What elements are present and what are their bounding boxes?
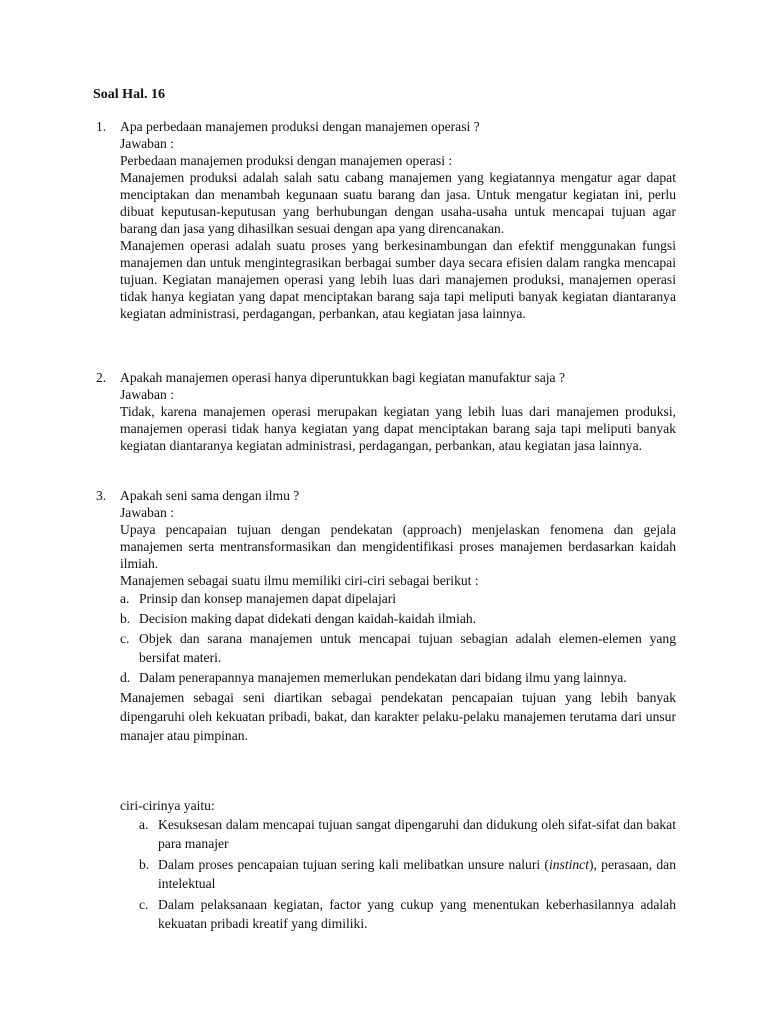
question-text: Apa perbedaan manajemen produksi dengan manajemen operasi ? <box>120 119 480 134</box>
question-3 <box>96 487 676 745</box>
list-marker: b. <box>139 856 150 872</box>
list-item <box>139 855 676 893</box>
answer-paragraph: Upaya pencapaian tujuan dengan pendekatan (approach) menjelaskan fenomena dan gejala manajemen serta mentransformasikan dan mengidentifikasi proses manajemen berdasarkan kaidah ilmiah. <box>120 522 676 571</box>
list-marker: d. <box>120 670 131 685</box>
list-marker: c. <box>120 631 130 646</box>
answer-label: Jawaban : <box>120 387 174 402</box>
list-item-text: Objek dan sarana manajemen untuk mencapai tujuan sebagian adalah elemen-elemen yang bersifat materi. <box>139 631 676 665</box>
list-item-text: Dalam proses pencapaian tujuan sering kali melibatkan unsure naluri ( <box>158 856 549 872</box>
answer-paragraph: Manajemen produksi adalah salah satu cabang manajemen yang kegiatannya mengatur agar dapat menciptakan dan menambah kegunaan suatu barang dan jasa. Untuk mengatur kegiatan ini, perlu dibuat keputusan-keputusan yang berhubungan dengan usaha-usaha untuk mencapai tujuan agar barang dan jasa yang dihasilkan sesuai dengan apa yang direncanakan. <box>120 170 676 236</box>
list-marker: a. <box>139 816 149 832</box>
question-1 <box>96 118 676 322</box>
art-traits-section <box>120 797 676 935</box>
answer-paragraph: Manajemen sebagai seni diartikan sebagai pendekatan pencapaian tujuan yang lebih banyak dipengaruhi oleh kekuatan pribadi, bakat, dan karakter pelaku-pelaku manajemen terutama dari unsur manajer atau pimpinan. <box>120 690 676 743</box>
list-item-text: Decision making dapat didekati dengan kaidah-kaidah ilmiah. <box>139 611 477 626</box>
list-item-text: Dalam pelaksanaan kegiatan, factor yang cukup yang menentukan keberhasilannya adalah kekuatan pribadi kreatif yang dimiliki. <box>158 896 676 931</box>
question-2 <box>96 369 676 454</box>
question-text: Apakah manajemen operasi hanya diperuntukkan bagi kegiatan manufaktur saja ? <box>120 370 566 385</box>
answer-intro: Manajemen sebagai suatu ilmu memiliki ciri-ciri sebagai berikut : <box>120 573 479 588</box>
list-marker: b. <box>120 611 131 626</box>
question-number: 1. <box>96 119 107 134</box>
art-traits-list <box>139 815 676 933</box>
list-item-text: Prinsip dan konsep manajemen dapat dipelajari <box>139 591 397 606</box>
list-item <box>139 815 676 853</box>
answer-paragraph: Tidak, karena manajemen operasi merupakan kegiatan yang lebih luas dari manajemen produksi, manajemen operasi tidak hanya kegiatan yang dapat menciptakan barang saja tapi meliputi banyak kegiatan diantaranya kegiatan administrasi, perdagangan, perbankan, atau kegiatan jasa lainnya. <box>120 404 676 453</box>
list-item <box>120 668 676 687</box>
list-item-text: ), perasaan, dan intelektual <box>158 856 677 891</box>
list-marker: c. <box>139 896 149 912</box>
list-item <box>120 629 676 667</box>
answer-label: Jawaban : <box>120 505 174 520</box>
list-marker: a. <box>120 591 130 606</box>
list-item <box>139 895 676 933</box>
italic-term: instinct <box>548 856 589 872</box>
question-text: Apakah seni sama dengan ilmu ? <box>120 488 300 503</box>
list-item <box>120 609 676 628</box>
question-number: 3. <box>96 488 107 503</box>
list-item-text: Dalam penerapannya manajemen memerlukan pendekatan dari bidang ilmu yang lainnya. <box>139 670 627 685</box>
list-item <box>120 589 676 608</box>
section-heading: ciri-cirinya yaitu: <box>120 798 215 813</box>
answer-label: Jawaban : <box>120 136 174 151</box>
science-traits-list <box>120 589 676 687</box>
answer-intro: Perbedaan manajemen produksi dengan manajemen operasi : <box>120 153 453 168</box>
page-title: Soal Hal. 16 <box>93 87 165 102</box>
question-number: 2. <box>96 370 107 385</box>
list-item-text: Kesuksesan dalam mencapai tujuan sangat dipengaruhi dan didukung oleh sifat-sifat dan bakat para manajer <box>158 816 676 851</box>
answer-paragraph: Manajemen operasi adalah suatu proses yang berkesinambungan dan efektif menggunakan fungsi manajemen dan untuk mengintegrasikan berbagai sumber daya secara efisien dalam rangka mencapai tujuan. Kegiatan manajemen operasi yang lebih luas dari manajemen produksi, manajemen operasi tidak hanya kegiatan yang dapat menciptakan barang saja tapi meliputi banyak kegiatan diantaranya kegiatan administrasi, perdagangan, perbankan, atau kegiatan jasa lainnya. <box>120 238 676 321</box>
